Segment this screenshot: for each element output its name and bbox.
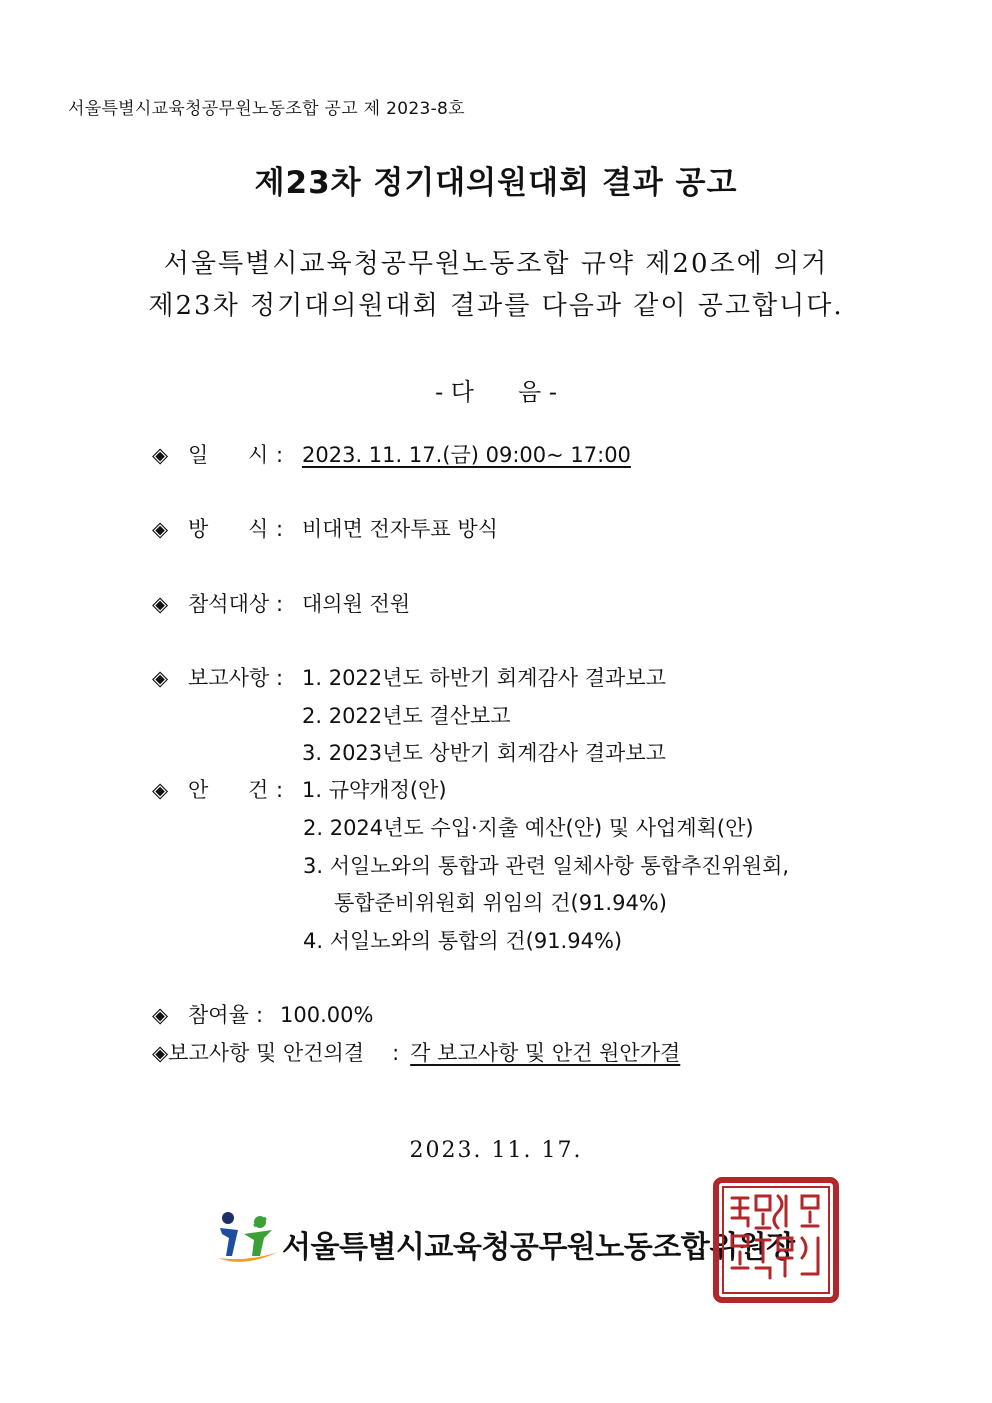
participation-key: 참여율 (188, 1003, 249, 1027)
method-value: 비대면 전자투표 방식 (302, 517, 498, 541)
diamond-bullet-icon: ◈ (152, 778, 169, 802)
agenda-separator: : (276, 778, 284, 802)
next-heading-left: - 다 (435, 378, 474, 406)
signature-name: 서울특별시교육청공무원노동조합위원장 (282, 1230, 795, 1265)
agenda-item: 2. 2024년도 수입·지출 예산(안) 및 사업계획(안) (303, 816, 754, 840)
union-logo-icon (214, 1208, 282, 1268)
diamond-bullet-icon: ◈ (152, 1041, 169, 1065)
reports-separator: : (276, 666, 284, 690)
report-item: 2. 2022년도 결산보고 (302, 704, 511, 728)
notice-date: 2023. 11. 17. (409, 1138, 583, 1163)
attendees-row (152, 588, 410, 618)
method-separator: : (276, 517, 284, 541)
agenda-row (152, 774, 447, 804)
agenda-item: 4. 서일노와의 통합의 건(91.94%) (303, 929, 623, 953)
diamond-bullet-icon: ◈ (152, 592, 169, 616)
datetime-key-part-2: 시 (248, 443, 269, 467)
attendees-value: 대의원 전원 (302, 592, 411, 616)
datetime-key-part-1: 일 (188, 443, 209, 467)
official-seal-icon (712, 1176, 840, 1304)
agenda-key-part-1: 안 (188, 778, 209, 802)
method-key-part-2: 식 (248, 517, 269, 541)
agenda-key-part-2: 건 (248, 778, 269, 802)
agenda-item: 1. 규약개정(안) (302, 778, 447, 802)
agenda-item-continued: 통합준비위원회 위임의 건(91.94%) (334, 891, 667, 915)
datetime-value: 2023. 11. 17.(금) 09:00~ 17:00 (302, 443, 631, 467)
diamond-bullet-icon: ◈ (152, 1003, 169, 1027)
method-row (152, 513, 498, 543)
attendees-separator: : (276, 592, 284, 616)
next-heading-right: 음 - (518, 378, 557, 406)
diamond-bullet-icon: ◈ (152, 666, 169, 690)
datetime-row (152, 439, 631, 469)
intro-line-1: 서울특별시교육청공무원노동조합 규약 제20조에 의거 (163, 249, 829, 279)
page-title: 제23차 정기대의원대회 결과 공고 (254, 165, 738, 201)
diamond-bullet-icon: ◈ (152, 443, 169, 467)
notice-number: 서울특별시교육청공무원노동조합 공고 제 2023-8호 (68, 99, 465, 119)
reports-row (152, 662, 666, 692)
participation-separator: : (256, 1003, 264, 1027)
resolution-value: 각 보고사항 및 안건 원안가결 (410, 1041, 681, 1065)
datetime-separator: : (276, 443, 284, 467)
next-heading (0, 372, 992, 407)
resolution-row (152, 1037, 680, 1067)
participation-value: 100.00% (280, 1003, 374, 1027)
participation-row (152, 999, 373, 1029)
report-item: 1. 2022년도 하반기 회계감사 결과보고 (302, 666, 666, 690)
report-item: 3. 2023년도 상반기 회계감사 결과보고 (302, 741, 666, 765)
resolution-key: 보고사항 및 안건의결 (168, 1041, 365, 1065)
agenda-item: 3. 서일노와의 통합과 관련 일체사항 통합추진위원회, (303, 854, 790, 878)
attendees-key: 참석대상 (188, 592, 270, 616)
intro-line-2: 제23차 정기대의원대회 결과를 다음과 같이 공고합니다. (148, 291, 844, 321)
diamond-bullet-icon: ◈ (152, 517, 169, 541)
resolution-separator: : (392, 1041, 400, 1065)
method-key-part-1: 방 (188, 517, 209, 541)
reports-key: 보고사항 (188, 666, 270, 690)
